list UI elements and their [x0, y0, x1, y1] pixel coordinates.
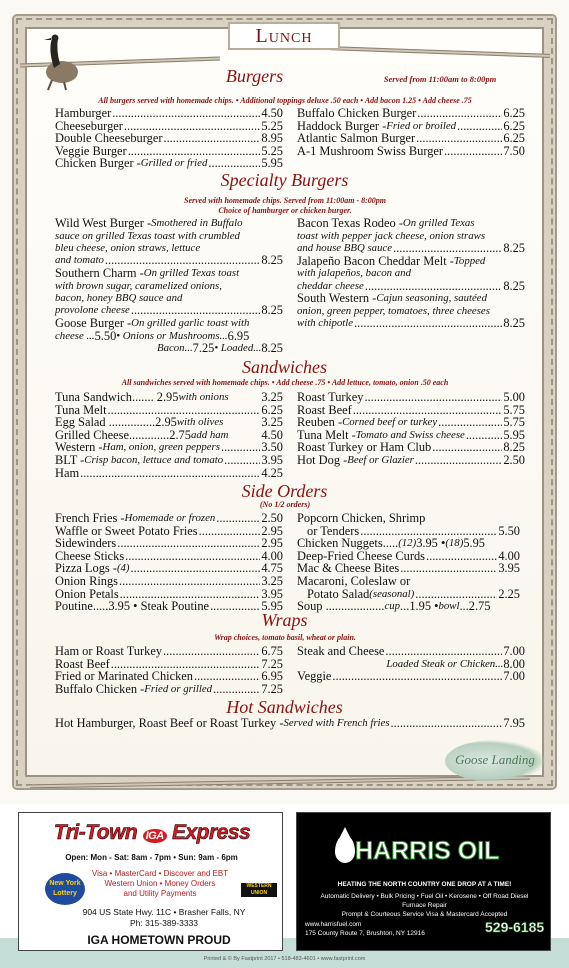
menu-item: Sidewinders ..... 2.95	[55, 537, 283, 550]
menu-item: Chicken Nuggets..... (12) 3.95 • (18) 5.95	[297, 536, 485, 551]
menu-item: Onion Rings ..... 3.25	[55, 575, 283, 588]
sandwiches-right-list	[297, 391, 525, 467]
menu-item: Veggie ..... 7.00	[297, 670, 525, 683]
menu-item: Cheeseburger ..... 5.25	[55, 120, 283, 133]
menu-item: Hot Dog - Beef or Glazier ..... 2.50	[297, 454, 525, 467]
menu-item: Steak and Cheese ..... 7.00	[297, 645, 525, 658]
menu-item: Tuna Melt ..... 6.25	[55, 404, 283, 417]
harris-oil-ad	[296, 812, 551, 951]
menu-item: Deep-Fried Cheese Curds ..... 4.00	[297, 550, 520, 563]
menu-item: French Fries - Homemade or frozen ..... 2.50	[55, 512, 283, 525]
sandwiches-heading: Sandwiches	[242, 357, 327, 377]
oil-drop-icon	[335, 835, 355, 863]
menu-item: Chicken Burger - Grilled or fried ..... 5.95	[55, 157, 283, 170]
menu-item: Atlantic Salmon Burger ..... 6.25	[297, 132, 525, 145]
tritown-hours: Open: Mon - Sat: 8am - 7pm • Sun: 9am - 6pm	[65, 853, 238, 862]
specialty-left-list: Wild West Burger - Smothered in Buffalo sauce on grilled Texas toast with crumbled bleu cheese, onion straws, lettuce and tomato ..... 8.25 Southern Charm - On grilled Texas toast with brown sugar, caramelized onions, bacon, honey BBQ sauce and provolone cheese ..... 8.25 Goose Burger - On grilled garlic toast with cheese ... 5.50 • Onions or Mushrooms... 6.95 Bacon... 7.25 • Loaded... 8.25	[55, 217, 283, 355]
menu-item: Roast Turkey ..... 5.00	[297, 391, 525, 404]
menu-item: Waffle or Sweet Potato Fries ..... 2.95	[55, 525, 283, 538]
menu-item: Tuna Melt - Tomato and Swiss cheese ..... 5.95	[297, 429, 525, 442]
burgers-left-list	[55, 107, 283, 170]
menu-item: Grilled Cheese.............2.75 add ham 4.50	[55, 427, 283, 442]
sides-heading: Side Orders	[241, 481, 328, 501]
menu-item: Haddock Burger - Fried or broiled ..... 6.25	[297, 120, 525, 133]
sides-right-list: Popcorn Chicken, Shrimp or Tenders ..... 5.50 Chicken Nuggets..... (12) 3.95 • (18) 5.95 Deep-Fried Cheese Curds ..... 4.00 Mac & Cheese Bites ..... 3.95 Macaroni, Coleslaw or Potato Salad (seasonal) ..... 2.25 Soup ................... cup ...1.95 • bowl ...2.75	[297, 512, 520, 613]
harris-address: 175 County Route 7, Brushton, NY 12916	[305, 930, 425, 937]
sides-note: (No 1/2 orders)	[259, 500, 311, 509]
tritown-services: and Utility Payments	[123, 889, 197, 898]
menu-item: A-1 Mushroom Swiss Burger ..... 7.50	[297, 145, 525, 158]
menu-item: Jalapeño Bacon Cheddar Melt - Topped	[297, 253, 486, 268]
menu-item: Roast Beef ..... 5.75	[297, 404, 525, 417]
printer-credit: Printed & © By Fastprint 2017 • 518-483-4601 • www.fastprint.com	[203, 956, 366, 962]
wraps-right-list: Steak and Cheese ..... 7.00 Loaded Steak or Chicken... 8.00 Veggie ..... 7.00	[297, 645, 525, 683]
hot-heading: Hot Sandwiches	[226, 697, 343, 717]
tritown-services: Western Union • Money Orders	[104, 879, 216, 888]
menu-item: Roast Turkey or Ham Club ..... 8.25	[297, 441, 525, 454]
menu-item: Egg Salad ...............2.95 with olives 3.25	[55, 415, 283, 430]
menu-item: Southern Charm - On grilled Texas toast	[55, 266, 240, 280]
menu-item: Hamburger ..... 4.50	[55, 107, 283, 120]
harris-services: Furnace Repair	[402, 902, 447, 909]
menu-item: Western - Ham, onion, green peppers ..... 3.50	[55, 441, 283, 454]
menu-item: Roast Beef ..... 7.25	[55, 658, 283, 671]
menu-item: Mac & Cheese Bites ..... 3.95	[297, 562, 520, 575]
burgers-right-list	[297, 107, 525, 157]
harris-services: Prompt & Courteous Service Visa & Mastercard Accepted	[341, 911, 508, 918]
menu-item: South Western - Cajun seasoning, sautéed	[297, 291, 487, 306]
menu-item: Buffalo Chicken Burger ..... 6.25	[297, 107, 525, 120]
menu-item: Fried or Marinated Chicken ..... 6.95	[55, 670, 283, 683]
menu-item: Bacon Texas Rodeo - On grilled Texas	[297, 216, 475, 230]
menu-item: Veggie Burger ..... 5.25	[55, 145, 283, 158]
menu-item: Pizza Logs - (4) ..... 4.75	[55, 562, 283, 575]
harris-title: HARRIS OIL	[355, 837, 500, 865]
page-title: Lunch	[228, 22, 340, 50]
menu-item: Wild West Burger - Smothered in Buffalo	[55, 216, 243, 230]
menu-item: Ham ..... 4.25	[55, 467, 283, 480]
menu-item: Soup ................... cup ...1.95 • bowl ...2.75	[297, 599, 491, 614]
tritown-phone: Ph: 315-389-3333	[129, 918, 199, 928]
goose-landing-logo: Goose Landing	[445, 740, 545, 782]
menu-item: Hot Hamburger, Roast Beef or Roast Turkey - Served with French fries ..... 7.95	[55, 717, 525, 730]
menu-item: Popcorn Chicken, Shrimp	[297, 511, 426, 525]
menu-item: Poutine.....3.95 • Steak Poutine ..... 5.95	[55, 600, 283, 613]
lottery-logo-icon: New York Lottery	[45, 873, 85, 905]
menu-item: Ham or Roast Turkey ..... 6.75	[55, 645, 283, 658]
burgers-heading: Burgers	[225, 66, 284, 86]
menu-item: Buffalo Chicken - Fried or grilled ..... 7.25	[55, 683, 283, 696]
wraps-note: Wrap choices, tomato basil, wheat or plain.	[214, 633, 356, 642]
wraps-heading: Wraps	[261, 610, 308, 630]
harris-tagline: HEATING THE NORTH COUNTRY ONE DROP AT A TIME!	[337, 881, 512, 888]
harris-phone: 529-6185	[485, 919, 545, 935]
tritown-address: 904 US State Hwy. 11C • Brasher Falls, NY	[82, 907, 246, 917]
tritown-title: Tri-Town IGA Express	[53, 821, 251, 844]
harris-services: Automatic Delivery • Bulk Pricing • Fuel Oil • Kerosene • Off Road Diesel	[320, 893, 529, 900]
specialty-heading: Specialty Burgers	[220, 170, 349, 190]
menu-item: Macaroni, Coleslaw or	[297, 573, 411, 588]
menu-item: Double Cheeseburger ..... 8.95	[55, 132, 283, 145]
specialty-note: Served with homemade chips. Served from 11:00am - 8:00pm	[184, 196, 386, 205]
hot-list	[55, 717, 525, 730]
sides-left-list	[55, 512, 283, 613]
specialty-right-list: Bacon Texas Rodeo - On grilled Texas toast with pepper jack cheese, onion straws and house BBQ sauce ..... 8.25 Jalapeño Bacon Cheddar Melt - Topped with jalapeños, bacon and cheddar cheese ..... 8.25 South Western - Cajun seasoning, sautéed onion, green pepper, tomatoes, three cheeses with chipotle ..... 8.25	[297, 217, 525, 330]
menu-item: Cheese Sticks ..... 4.00	[55, 550, 283, 563]
menu-item: Onion Petals ..... 3.95	[55, 588, 283, 601]
menu-item: BLT - Crisp bacon, lettuce and tomato ..... 3.95	[55, 454, 283, 467]
menu-item: Tuna Sandwich....... 2.95 with onions 3.25	[55, 390, 283, 404]
burgers-served-note: Served from 11:00am to 8:00pm	[383, 74, 497, 84]
harris-website: www.harrisfuel.com	[305, 921, 362, 928]
sandwiches-note: All sandwiches served with homemade chips. • Add cheese .75 • Add lettuce, tomato, onion .50 each	[121, 378, 449, 387]
western-union-logo-icon: WESTERN UNION	[241, 883, 277, 897]
specialty-note: Choice of hamburger or chicken burger.	[218, 206, 352, 215]
burgers-note: All burgers served with homemade chips. • Additional toppings deluxe .50 each • Add bacon 1.25 • Add cheese .75	[98, 96, 472, 105]
menu-item: Reuben - Corned beef or turkey ..... 5.75	[297, 416, 525, 429]
tritown-ad	[18, 812, 283, 951]
tritown-payments: Visa • MasterCard • Discover and EBT	[91, 869, 229, 878]
iga-logo-icon: IGA	[143, 829, 167, 843]
wraps-left-list	[55, 645, 283, 695]
sandwiches-left-list	[55, 391, 283, 479]
hometown-proud-logo: IGA HOMETOWN PROUD	[87, 933, 231, 947]
menu-item: Goose Burger - On grilled garlic toast with	[55, 316, 250, 330]
